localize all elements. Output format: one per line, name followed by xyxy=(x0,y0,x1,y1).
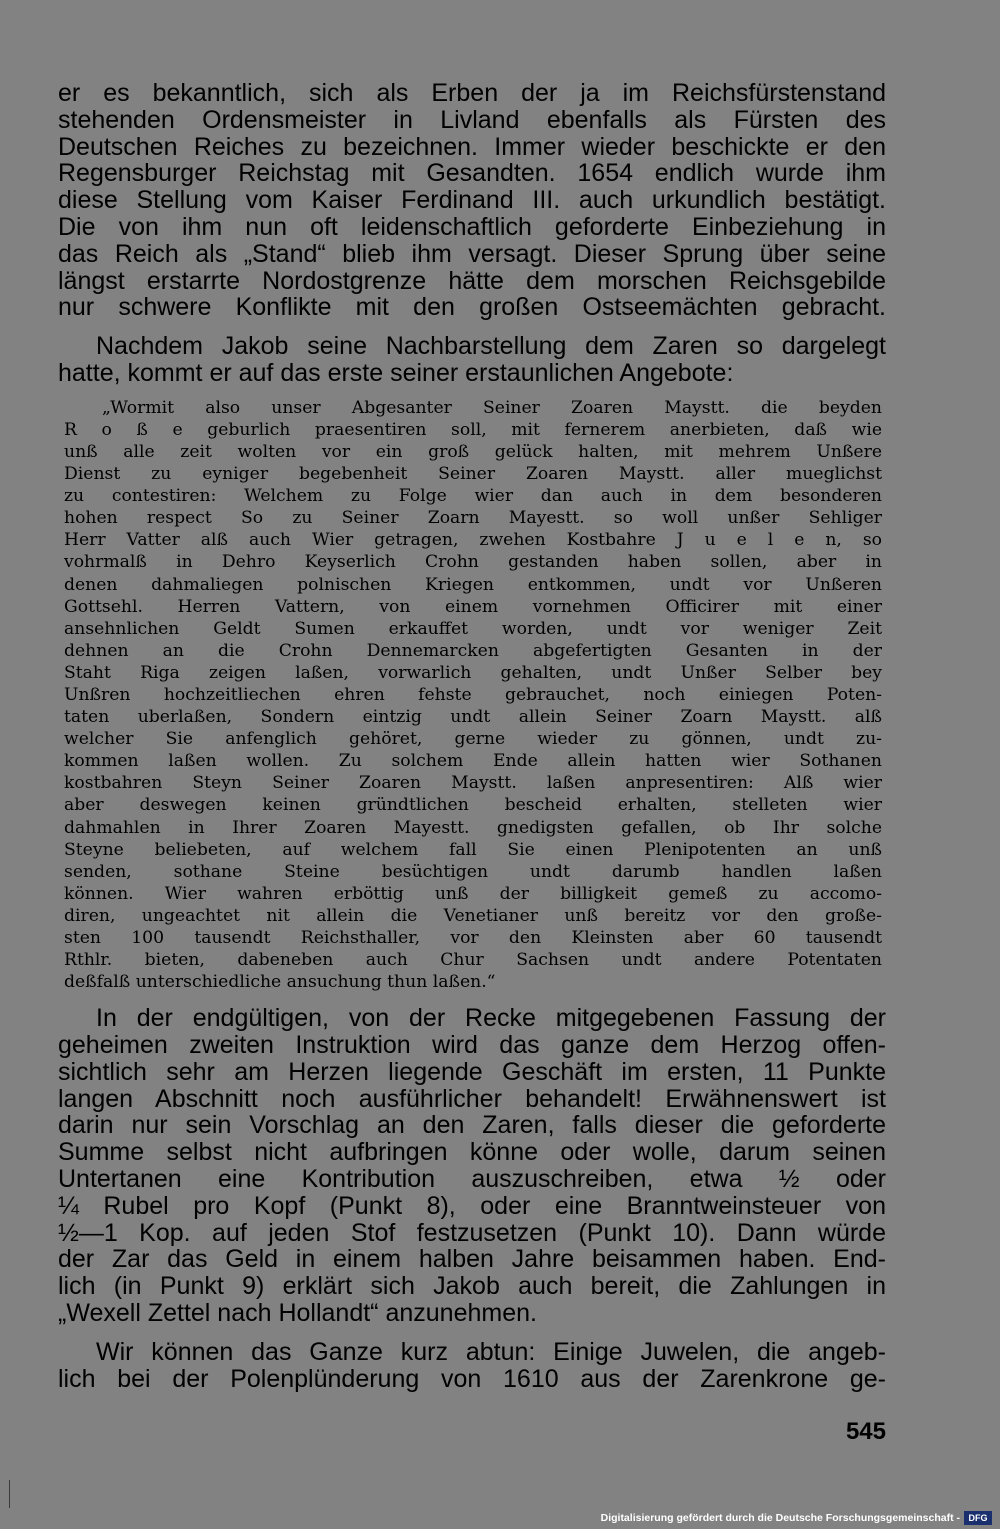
footer-credit: Digitalisierung gefördert durch die Deutsche Forschungsgemeinschaft - xyxy=(600,1512,960,1524)
quote-line: kommen laßen wollen. Zu solchem Ende allein hatten wier Sothanen xyxy=(64,751,882,772)
quote-line: Gottsehl. Herren Vattern, von einem vornehmen Officirer mit einer xyxy=(64,596,882,617)
paragraph-line: ¼ Rubel pro Kopf (Punkt 8), oder eine Branntweinsteuer von xyxy=(58,1192,886,1220)
quote-line: diren, ungeachtet nit allein die Venetianer unß bereitz vor den große- xyxy=(64,905,882,926)
quote-line: sten 100 tausendt Reichsthaller, vor den Kleinsten aber 60 tausendt xyxy=(64,928,882,949)
paragraph-3 xyxy=(58,1005,886,1327)
quote-line: aber deswegen keinen gründtlichen bescheid erhalten, stelleten wier xyxy=(64,795,882,816)
paragraph-line: Deutschen Reiches zu bezeichnen. Immer wieder beschickte er den xyxy=(58,133,886,161)
paragraph-line: Summe selbst nicht aufbringen könne oder wolle, darum seinen xyxy=(58,1139,886,1167)
quote-line: unß alle zeit wolten vor ein groß gelück halten, mit mehrem Unßere xyxy=(64,441,882,462)
quote-line: Steyne beliebeten, auf welchem fall Sie einen Plenipotenten an unß xyxy=(64,839,882,860)
paragraph-line: nur schwere Konflikte mit den großen Ostseemächten gebracht. xyxy=(58,294,886,322)
paragraph-line: Nachdem Jakob seine Nachbarstellung dem Zaren so dargelegt xyxy=(96,333,886,360)
quote-line: Unßren hochzeitliechen ehren fehste gebrauchet, noch einiegen Poten- xyxy=(64,684,882,705)
quote-line: Herr Vatter alß auch Wier getragen, zwehen Kostbahre J u e l e n, so xyxy=(64,530,882,551)
paragraph-line: ½—1 Kop. auf jeden Stof festzusetzen (Punkt 10). Dann würde xyxy=(58,1219,886,1247)
paragraph-2 xyxy=(58,333,886,387)
scan-edge-rule xyxy=(9,1480,10,1508)
paragraph-line: „Wexell Zettel nach Hollandt“ anzunehmen. xyxy=(58,1300,537,1327)
quote-line: welcher Sie anfenglich gehöret, gerne wieder zu gönnen, undt zu- xyxy=(64,729,882,750)
paragraph-line: langen Abschnitt noch ausführlicher behandelt! Erwähnenswert ist xyxy=(58,1085,886,1113)
paragraph-line: sichtlich sehr am Herzen liegende Geschäft im ersten, 11 Punkte xyxy=(58,1058,886,1086)
paragraph-line: Wir können das Ganze kurz abtun: Einige Juwelen, die angeb- xyxy=(96,1338,886,1366)
quote-line: zu contestiren: Welchem zu Folge wier dan auch in dem besonderen xyxy=(64,486,882,507)
quote-line: hohen respect So zu Seiner Zoarn Mayestt. so woll unßer Sehliger xyxy=(64,508,882,529)
paragraph-line: stehenden Ordensmeister in Livland ebenfalls als Fürsten des xyxy=(58,106,886,134)
paragraph-line: das Reich als „Stand“ blieb ihm versagt. Dieser Sprung über seine xyxy=(58,240,886,268)
paragraph-line: geheimen zweiten Instruktion wird das ganze dem Herzog offen- xyxy=(58,1032,886,1059)
quote-line: Staht Riga zeigen laßen, vorwarlich gehalten, undt Unßer Selber bey xyxy=(64,662,882,683)
paragraph-4 xyxy=(58,1339,886,1393)
quote-line: vohrmalß in Dehro Keyserlich Crohn gestanden haben sollen, aber in xyxy=(64,552,882,573)
quote-line: kostbahren Steyn Seiner Zoaren Maystt. laßen anpresentiren: Alß wier xyxy=(64,773,882,794)
paragraph-line: Regensburger Reichstag mit Gesandten. 1654 endlich wurde ihm xyxy=(58,160,886,188)
quote-line: deßfalß unterschiedliche ansuchung thun laßen.“ xyxy=(64,972,496,993)
quote-line: Rthlr. bieten, dabeneben auch Chur Sachsen undt andere Potentaten xyxy=(64,950,882,971)
paragraph-1 xyxy=(58,80,886,321)
paragraph-line: Untertanen eine Kontribution auszuschreiben, etwa ½ oder xyxy=(58,1166,886,1193)
page-number: 545 xyxy=(845,1418,886,1445)
paragraph-line: der Zar das Geld in einem halben Jahre beisammen haben. End- xyxy=(58,1246,886,1274)
quote-line: ansehnlichen Geldt Sumen erkauffet worden, undt vor weniger Zeit xyxy=(64,618,882,639)
paragraph-line: längst erstarrte Nordostgrenze hätte dem morschen Reichsgebilde xyxy=(58,267,886,295)
quote-line: Dienst zu eyniger begebenheit Seiner Zoaren Maystt. aller mueglichst xyxy=(64,464,882,485)
quote-line: R o ß e geburlich praesentiren soll, mit fernerem anerbieten, daß wie xyxy=(64,419,882,440)
paragraph-line: lich (in Punkt 9) erklärt sich Jakob auch bereit, die Zahlungen in xyxy=(58,1273,886,1301)
quote-line: taten uberlaßen, Sondern eintzig undt allein Seiner Zoarn Maystt. alß xyxy=(64,707,882,728)
paragraph-line: In der endgültigen, von der Recke mitgegebenen Fassung der xyxy=(96,1005,886,1033)
quote-line: dehnen an die Crohn Dennemarcken abgefertigten Gesanten in der xyxy=(64,640,882,661)
paragraph-line: darin nur sein Vorschlag an den Zaren, falls dieser die geforderte xyxy=(58,1112,886,1140)
dfg-logo-icon: DFG xyxy=(964,1511,992,1525)
quote-line: „Wormit also unser Abgesanter Seiner Zoaren Maystt. die beyden xyxy=(102,397,882,418)
quote-line: denen dahmaliegen polnischen Kriegen entkommen, undt vor Unßeren xyxy=(64,574,882,595)
footer-bar xyxy=(0,1508,1000,1529)
quote-line: können. Wier wahren erböttig unß der billigkeit gemeß zu accomo- xyxy=(64,883,882,904)
quote-line: senden, sothane Steine besüchtigen undt darumb handlen laßen xyxy=(64,861,882,882)
paragraph-line: er es bekanntlich, sich als Erben der ja im Reichsfürstenstand xyxy=(58,80,886,107)
paragraph-line: diese Stellung vom Kaiser Ferdinand III. auch urkundlich bestätigt. xyxy=(58,187,886,214)
paragraph-line: lich bei der Polenplünderung von 1610 aus der Zarenkrone ge- xyxy=(58,1365,886,1393)
quote-line: dahmahlen in Ihrer Zoaren Mayestt. gnedigsten gefallen, ob Ihr solche xyxy=(64,817,882,838)
page-content xyxy=(58,80,886,1392)
paragraph-line: Die von ihm nun oft leidenschaftlich geforderte Einbeziehung in xyxy=(58,213,886,241)
block-quote xyxy=(58,397,886,994)
paragraph-line: hatte, kommt er auf das erste seiner erstaunlichen Angebote: xyxy=(58,359,734,387)
